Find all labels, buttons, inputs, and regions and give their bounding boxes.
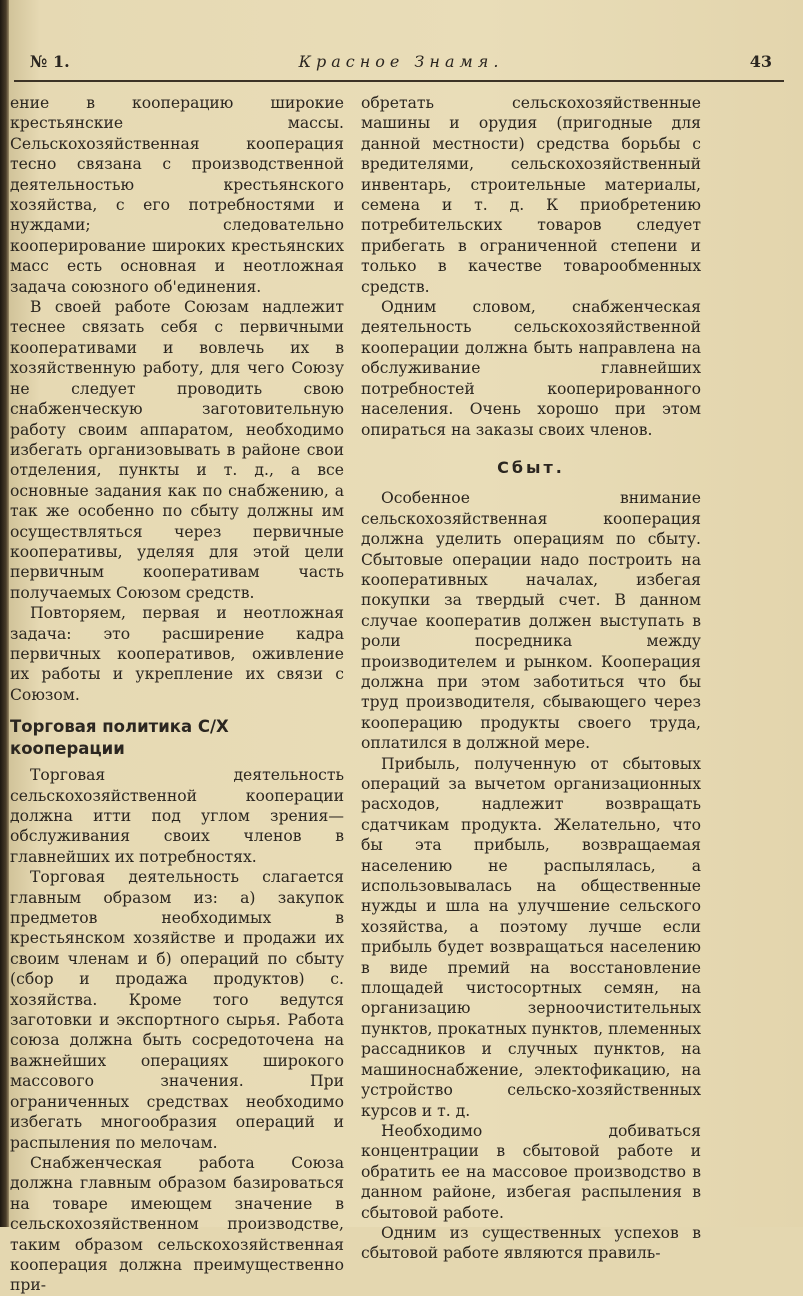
paragraph: Торговая деятельность слагается главным образом из: а) закупок предметов необходимых в крестьянском хозяйстве и продажи их своим членам и б) операций по сбыту (сбор и продажа продуктов) с. хозяйства. Кроме того ведутся заготовки и экспортного сырья. Работа союза должна быть сосредоточена на важнейших операциях широкого массового значения. При ограниченных средствах необходимо избегать многообразия операций и распыления по мелочам. (10, 868, 344, 1152)
right-column (361, 93, 701, 1264)
paragraph: Особенное внимание сельскохозяйственная кооперация должна уделить операциям по сбыту. Сбытовые операции надо построить на кооперативных началах, избегая покупки за твердый счет. В данном случае кооператив должен выступать в роли посредника между производителем и рынком. Кооперация должна при этом заботиться что бы труд производителя, сбывающего через кооперацию продукты своего труда, оплатился в должной мере. (361, 489, 701, 753)
section-heading: Сбыт. (497, 457, 565, 477)
paragraph: Прибыль, полученную от сбытовых операций за вычетом организационных расходов, надлежит возвращать сдатчикам продукта. Желательно, что бы эта прибыль, возвращаемая населению не распылялась, а использовывалась на общественные нужды и шла на улучшение сельского хозяйства, а поэтому лучше если прибыль будет возвращаться населению в виде премий на восстановление площадей чистосортных семян, на организацию зерноочистительных пунктов, прокатных пунктов, племенных рассадников и случных пунктов, на машиноснабжение, электофикацию, на устройство сельско-хозяйственных курсов и т. д. (361, 754, 701, 1120)
paragraph: Одним из существенных успехов в сбытовой работе являются правиль- (361, 1223, 701, 1263)
paragraph: Торговая деятельность сельскохозяйственной кооперации должна итти под углом зрения—обслуживания своих членов в главнейших их потребностях. (10, 766, 344, 866)
section-heading: Торговая политика С/Х кооперации (10, 717, 229, 759)
paragraph: Снабженческая работа Союза должна главным образом базироваться на товаре имеющем значение в сельскохозяйственном производстве, таким образом сельскохозяйственная кооперация должна преимущественно при- (10, 1153, 344, 1295)
running-header (30, 52, 772, 76)
paragraph: Повторяем, первая и неотложная задача: это расширение кадра первичных кооперативов, оживление их работы и укрепление их связи с Союзом. (10, 604, 344, 704)
paragraph: Необходимо добиваться концентрации в сбытовой работе и обратить ее на массовое производство в данном районе, избегая распыления в сбытовой работе. (361, 1121, 701, 1222)
paragraph: ение в кооперацию широкие крестьянские массы. Сельскохозяйственная кооперация тесно связана с производственной деятельностью крестьянского хозяйства, с его потребностями и нуждами; следовательно кооперирование широких крестьянских масс есть основная и неотложная задача союзного об'единения. (10, 94, 344, 296)
paragraph: обретать сельскохозяйственные машины и орудия (пригодные для данной местности) средства борьбы с вредителями, сельскохозяйственный инвентарь, строительные материалы, семена и т. д. К приобретению потребительских товаров следует прибегать в ограниченной степени и только в качестве товарообменных средств. (361, 94, 701, 296)
header-rule (14, 80, 784, 82)
paragraph: Одним словом, снабженческая деятельность сельскохозяйственной кооперации должна быть направлена на обслуживание главнейших потребностей кооперированного населения. Очень хорошо при этом опираться на заказы своих членов. (361, 298, 701, 439)
binding-edge (0, 0, 9, 1227)
left-column (10, 93, 344, 1296)
page-number: 43 (749, 52, 772, 71)
paragraph: В своей работе Союзам надлежит теснее связать себя с первичными кооперативами и вовлечь их в хозяйственную работу, для чего Союзу не следует проводить свою снабженческую заготовительную работу своим аппаратом, необходимо избегать организовывать в районе свои отделения, пункты и т. д., а все основные задания как по снабжению, а так же особенно по сбыту должны им осуществляться через первичные кооперативы, уделяя для этой цели первичным кооперативам часть получаемых Союзом средств. (10, 298, 344, 602)
issue-number: № 1. (30, 52, 70, 71)
journal-title: Красное Знамя. (298, 52, 504, 71)
